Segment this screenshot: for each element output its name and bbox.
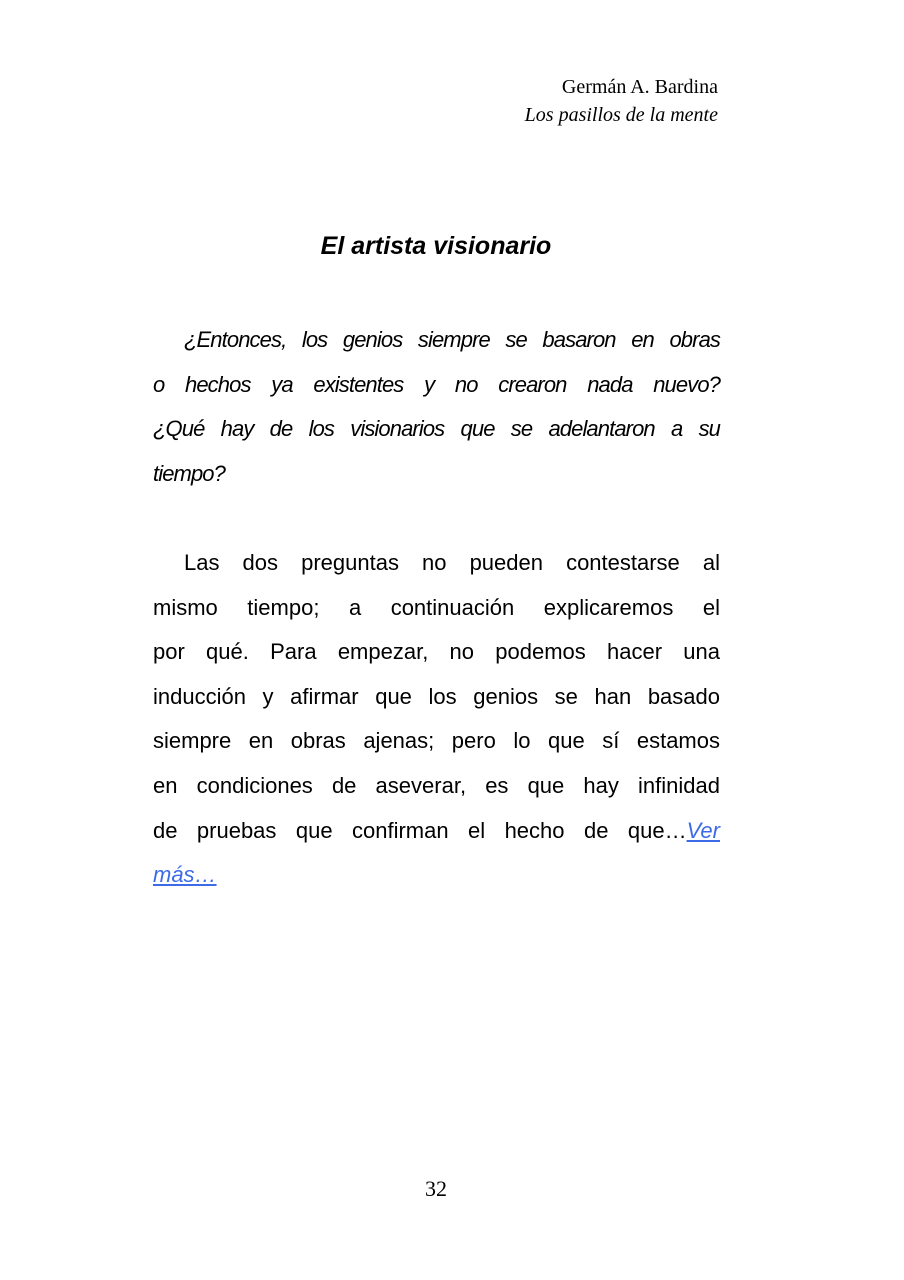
text-line: ¿Entonces, los genios siempre se basaron en obras bbox=[184, 327, 720, 352]
text-line bbox=[153, 853, 720, 898]
text-line: siempre en obras ajenas; pero lo que sí estamos bbox=[153, 728, 720, 754]
paragraph-questions bbox=[153, 318, 720, 496]
text-line: por qué. Para empezar, no podemos hacer una bbox=[153, 639, 720, 665]
page-number: 32 bbox=[425, 1176, 447, 1201]
text-line: o hechos ya existentes y no crearon nada nuevo? bbox=[153, 371, 720, 397]
ver-mas-link-continued[interactable]: más… bbox=[153, 862, 217, 888]
text-line: en condiciones de aseverar, es que hay infinidad bbox=[153, 772, 720, 798]
ver-mas-link[interactable]: Ver bbox=[686, 817, 720, 843]
text-line: tiempo? bbox=[153, 460, 225, 486]
chapter-title: El artista visionario bbox=[320, 232, 552, 260]
header-author: Germán A. Bardina bbox=[561, 76, 718, 98]
text-line: inducción y afirmar que los genios se han basado bbox=[153, 683, 720, 709]
header-book-title: Los pasillos de la mente bbox=[524, 104, 718, 126]
paragraph-answer bbox=[153, 541, 720, 898]
text-line bbox=[153, 809, 720, 854]
text-line: Las dos preguntas no pueden contestarse al bbox=[184, 550, 720, 575]
text-line: ¿Qué hay de los visionarios que se adelantaron a su bbox=[153, 416, 720, 442]
text-line-content: de pruebas que confirman el hecho de que… bbox=[153, 817, 687, 843]
text-line: mismo tiempo; a continuación explicaremos el bbox=[153, 594, 720, 620]
